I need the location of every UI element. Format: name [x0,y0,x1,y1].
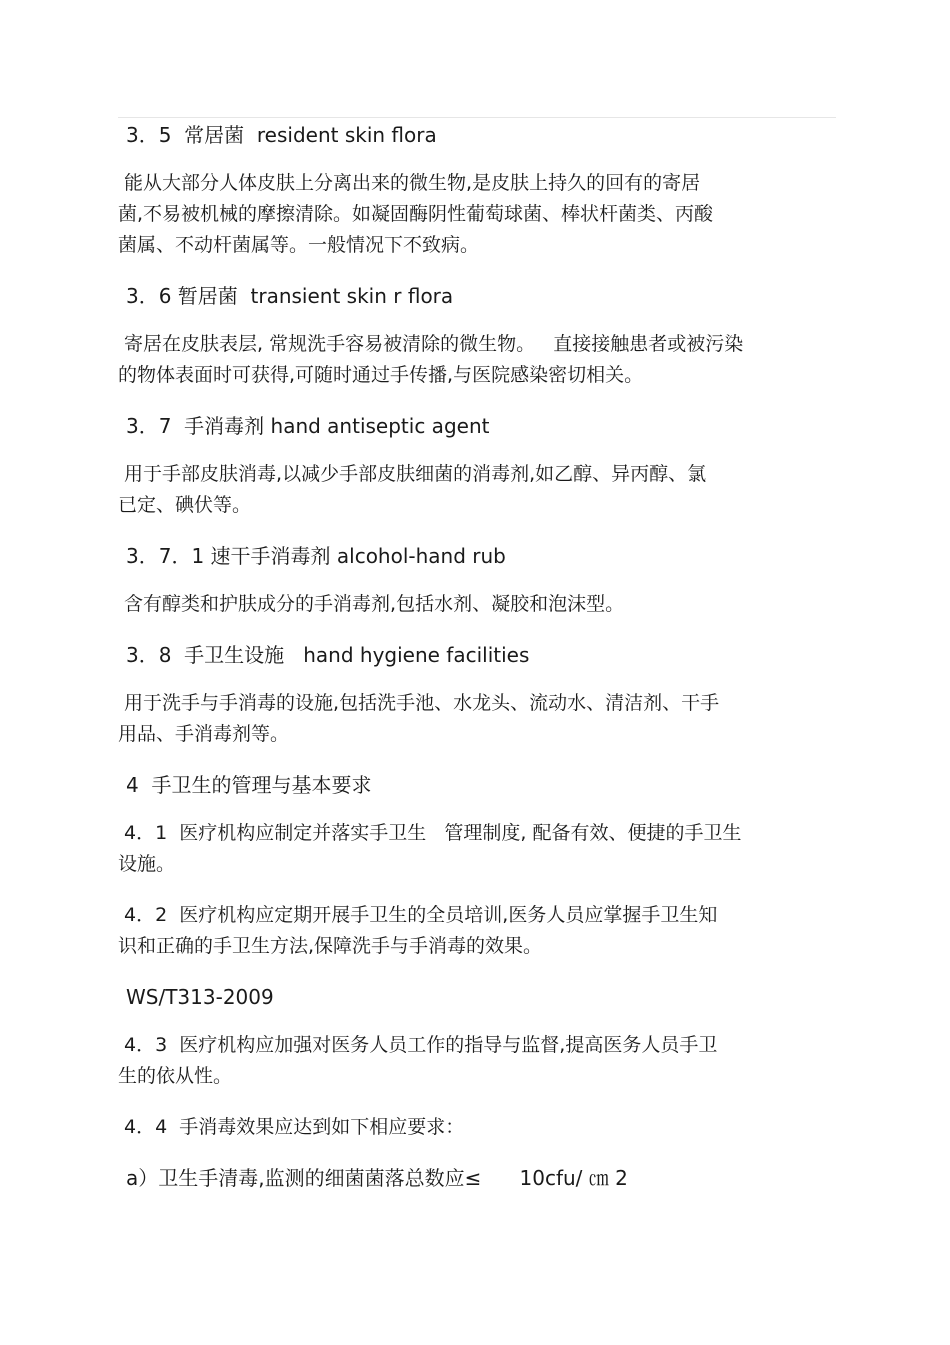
paragraph-line: 生的依从性。 [118,1065,233,1087]
paragraph-line: 设施。 [118,853,176,875]
paragraph-line: 4．4 手消毒效果应达到如下相应要求： [118,1116,465,1138]
standard-code: WS/T313-2009 [126,985,274,1009]
paragraph-line: 菌属、不动杆菌属等。一般情况下不致病。 [118,234,480,256]
paragraph-3-6 [118,329,818,391]
paragraph-line: 4．3 医疗机构应加强对医务人员工作的指导与监督,提高医务人员手卫 [118,1034,718,1056]
paragraph-4-4 [118,1112,818,1143]
paragraph-3-5 [118,168,818,261]
paragraph-line: 用于手部皮肤消毒,以减少手部皮肤细菌的消毒剂,如乙醇、异丙醇、氯 [118,463,707,485]
paragraph-3-8 [118,688,818,750]
section-heading-3-6: 3．6 暂居菌 transient skin r flora [126,284,454,308]
paragraph-3-7 [118,459,818,521]
section-heading-3-8: 3．8 手卫生设施 hand hygiene facilities [126,643,530,667]
document-body [118,120,818,1193]
paragraph-line: 的物体表面时可获得,可随时通过手传播,与医院感染密切相关。 [118,364,644,386]
paragraph-4-2 [118,900,818,962]
paragraph-line: 4．2 医疗机构应定期开展手卫生的全员培训,医务人员应掌握手卫生知 [118,904,718,926]
paragraph-line: 已定、碘伏等。 [118,494,252,516]
paragraph-line: 含有醇类和护肤成分的手消毒剂,包括水剂、凝胶和泡沫型。 [118,593,625,615]
section-heading-3-5: 3．5 常居菌 resident skin flora [126,123,437,147]
paragraph-line: 寄居在皮肤表层, 常规洗手容易被清除的微生物。 直接接触患者或被污染 [118,333,744,355]
paragraph-3-7-1 [118,589,818,620]
requirement-a: a）卫生手清毒,监测的细菌菌落总数应≤ 10cfu/ ㎝ 2 [126,1166,628,1190]
paragraph-line: 菌,不易被机械的摩擦清除。如凝固酶阴性葡萄球菌、棒状杆菌类、丙酸 [118,203,714,225]
paragraph-4-1 [118,818,818,880]
section-heading-3-7-1: 3．7．1 速干手消毒剂 alcohol-hand rub [126,544,506,568]
paragraph-line: 4．1 医疗机构应制定并落实手卫生 管理制度, 配备有效、便捷的手卫生 [118,822,742,844]
paragraph-line: 能从大部分人体皮肤上分离出来的微生物,是皮肤上持久的回有的寄居 [118,172,701,194]
section-heading-4: 4 手卫生的管理与基本要求 [126,773,372,797]
paragraph-line: 用品、手消毒剂等。 [118,723,290,745]
paragraph-line: 识和正确的手卫生方法,保障洗手与手消毒的效果。 [118,935,543,957]
section-heading-3-7: 3．7 手消毒剂 hand antiseptic agent [126,414,490,438]
paragraph-4-3 [118,1030,818,1092]
page-top-rule [118,117,836,118]
paragraph-line: 用于洗手与手消毒的设施,包括洗手池、水龙头、流动水、清洁剂、干手 [118,692,720,714]
